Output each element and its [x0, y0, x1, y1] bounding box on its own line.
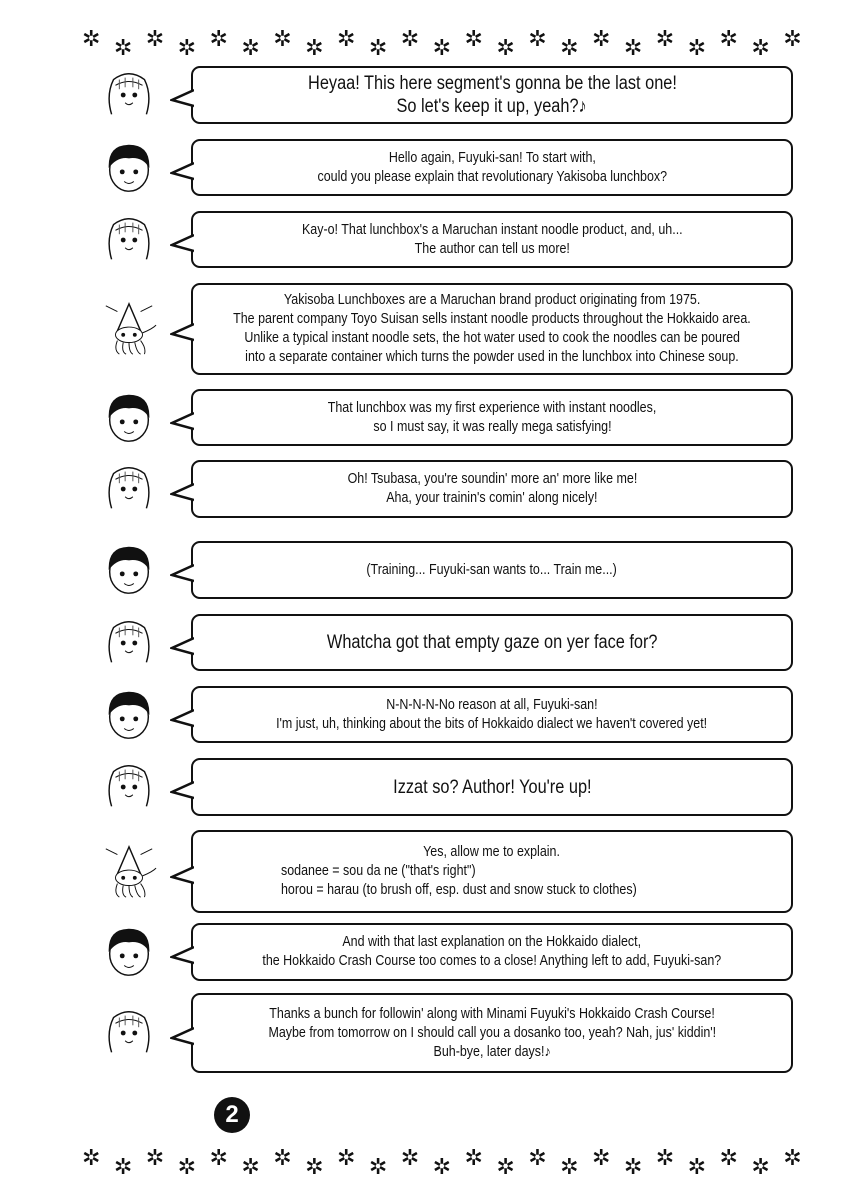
snowflake-icon: ✲ [719, 26, 738, 51]
dialogue-line: N-N-N-N-No reason at all, Fuyuki-san! [386, 696, 598, 713]
snowflake-icon: ✲ [751, 35, 770, 60]
tsubasa-avatar-icon [100, 139, 158, 197]
snowflake-icon: ✲ [273, 26, 292, 51]
dialogue-line: That lunchbox was my first experience with instant noodles, [327, 399, 657, 416]
fuyuki-avatar-icon [100, 1004, 158, 1062]
speech-bubble [191, 614, 793, 671]
snowflake-icon: ✲ [655, 1145, 675, 1170]
snowflake-icon: ✲ [560, 1154, 579, 1179]
dialogue-line: The parent company Toyo Suisan sells instant noodle products throughout the Hokkaido area. [233, 311, 751, 327]
dialogue-line: Maybe from tomorrow on I should call you a dosanko too, yeah? Nah, jus' kiddin'! [268, 1024, 716, 1041]
snowflake-icon: ✲ [496, 35, 515, 60]
tsubasa-avatar-icon [100, 389, 158, 447]
dialogue-line: Unlike a typical instant noodle sets, the hot water used to cook the noodles can be poured [244, 330, 740, 346]
speech-bubble [191, 139, 793, 196]
snowflake-icon: ✲ [368, 35, 388, 60]
snowflake-border-top [82, 28, 802, 59]
speech-bubble [191, 389, 793, 446]
dialogue-line: Thanks a bunch for followin' along with Minami Fuyuki's Hokkaido Crash Course! [269, 1005, 715, 1022]
snowflake-icon: ✲ [783, 1145, 802, 1170]
snowflake-icon: ✲ [623, 35, 643, 60]
snowflake-icon: ✲ [592, 26, 611, 51]
speech-tail [170, 944, 194, 966]
speech-bubble [191, 66, 793, 124]
snowflake-icon: ✲ [783, 26, 802, 51]
fuyuki-avatar-icon [100, 211, 158, 269]
page-number: 2 [214, 1097, 250, 1133]
snowflake-icon: ✲ [177, 1154, 197, 1179]
snowflake-icon: ✲ [209, 26, 228, 51]
snowflake-icon: ✲ [209, 1145, 228, 1170]
snowflake-icon: ✲ [623, 1154, 643, 1179]
snowflake-icon: ✲ [687, 35, 707, 60]
fuyuki-avatar-icon [100, 460, 158, 518]
snowflake-icon: ✲ [528, 26, 547, 51]
dialogue-line: Whatcha got that empty gaze on yer face for? [326, 632, 658, 653]
speech-tail [170, 232, 194, 254]
speech-bubble [191, 830, 793, 913]
snowflake-icon: ✲ [464, 26, 483, 51]
speech-tail [170, 87, 194, 109]
dialogue-line: so I must say, it was really mega satisfying! [372, 418, 612, 435]
snowflake-icon: ✲ [751, 1154, 770, 1179]
dialogue-line: could you please explain that revolutionary Yakisoba lunchbox? [317, 168, 667, 185]
snowflake-icon: ✲ [241, 35, 260, 60]
snowflake-icon: ✲ [655, 26, 675, 51]
snowflake-icon: ✲ [82, 26, 101, 51]
speech-tail [170, 321, 194, 343]
dialogue-line: Hello again, Fuyuki-san! To start with, [388, 149, 596, 166]
speech-tail [170, 410, 194, 432]
speech-tail [170, 1025, 194, 1047]
snowflake-icon: ✲ [560, 35, 579, 60]
speech-tail [170, 864, 194, 886]
speech-bubble [191, 283, 793, 375]
speech-tail [170, 562, 194, 584]
speech-bubble [191, 541, 793, 599]
speech-bubble [191, 211, 793, 268]
speech-tail [170, 160, 194, 182]
dialogue-line: Yes, allow me to explain. [423, 844, 561, 860]
dialogue-line: horou = harau (to brush off, esp. dust and snow stuck to clothes) [281, 882, 637, 898]
snowflake-icon: ✲ [432, 35, 452, 60]
snowflake-icon: ✲ [145, 26, 165, 51]
dialogue-line: Izzat so? Author! You're up! [392, 776, 592, 798]
speech-tail [170, 707, 194, 729]
tsubasa-avatar-icon [100, 686, 158, 744]
snowflake-icon: ✲ [337, 1145, 356, 1170]
snowflake-icon: ✲ [400, 1145, 420, 1170]
snowflake-icon: ✲ [113, 35, 133, 60]
tsubasa-avatar-icon [100, 923, 158, 981]
dialogue-line: sodanee = sou da ne ("that's right") [281, 863, 476, 879]
dialogue-line: Yakisoba Lunchboxes are a Maruchan brand product originating from 1975. [283, 292, 701, 308]
dialogue-line: the Hokkaido Crash Course too comes to a close! Anything left to add, Fuyuki-san? [262, 953, 722, 969]
snowflake-icon: ✲ [687, 1154, 707, 1179]
snowflake-icon: ✲ [719, 1145, 738, 1170]
dialogue-line: I'm just, uh, thinking about the bits of Hokkaido dialect we haven't covered yet! [276, 715, 708, 732]
snowflake-icon: ✲ [592, 1145, 611, 1170]
dialogue-line: And with that last explanation on the Hokkaido dialect, [342, 934, 642, 950]
speech-bubble [191, 758, 793, 816]
fuyuki-avatar-icon [100, 66, 158, 124]
speech-bubble [191, 993, 793, 1073]
fuyuki-avatar-icon [100, 614, 158, 672]
snowflake-icon: ✲ [241, 1154, 260, 1179]
author-avatar-icon [100, 843, 158, 901]
dialogue-line: (Training... Fuyuki-san wants to... Train me...) [366, 561, 618, 578]
snowflake-icon: ✲ [432, 1154, 452, 1179]
snowflake-icon: ✲ [305, 1154, 324, 1179]
dialogue-line: Aha, your trainin's comin' along nicely! [386, 490, 598, 506]
dialogue-line: into a separate container which turns the powder used in the lunchbox into Chinese soup. [245, 349, 739, 365]
tsubasa-avatar-icon [100, 541, 158, 599]
snowflake-icon: ✲ [82, 1145, 101, 1170]
speech-tail [170, 779, 194, 801]
dialogue-line: The author can tell us more! [414, 240, 570, 257]
speech-bubble [191, 923, 793, 981]
snowflake-border-bottom [82, 1147, 802, 1178]
fuyuki-avatar-icon [100, 758, 158, 816]
speech-tail [170, 481, 194, 503]
snowflake-icon: ✲ [177, 35, 197, 60]
dialogue-line: Oh! Tsubasa, you're soundin' more an' more like me! [347, 471, 637, 487]
snowflake-icon: ✲ [113, 1154, 133, 1179]
snowflake-icon: ✲ [528, 1145, 547, 1170]
dialogue-line: Buh-bye, later days!♪ [433, 1043, 551, 1060]
dialogue-line: Heyaa! This here segment's gonna be the last one! [307, 73, 677, 94]
speech-tail [170, 635, 194, 657]
snowflake-icon: ✲ [496, 1154, 515, 1179]
dialogue-line: Kay-o! That lunchbox's a Maruchan instant noodle product, and, uh... [301, 221, 683, 238]
snowflake-icon: ✲ [368, 1154, 388, 1179]
snowflake-icon: ✲ [337, 26, 356, 51]
author-avatar-icon [100, 300, 158, 358]
speech-bubble [191, 686, 793, 743]
speech-bubble [191, 460, 793, 518]
snowflake-icon: ✲ [145, 1145, 165, 1170]
snowflake-icon: ✲ [400, 26, 420, 51]
dialogue-line: So let's keep it up, yeah?♪ [396, 96, 588, 117]
snowflake-icon: ✲ [305, 35, 324, 60]
snowflake-icon: ✲ [273, 1145, 292, 1170]
snowflake-icon: ✲ [464, 1145, 483, 1170]
